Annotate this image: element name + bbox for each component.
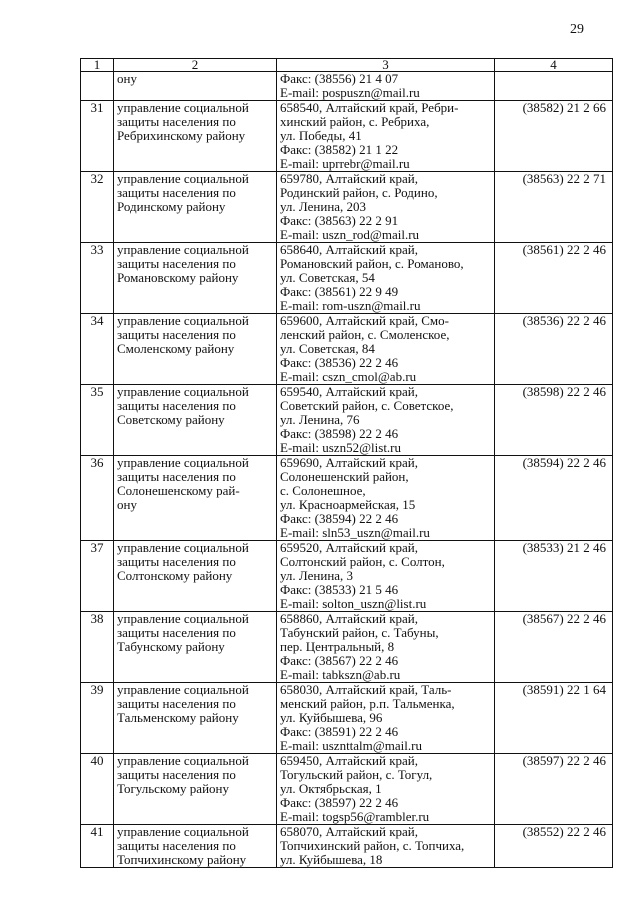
agency-name-line: защиты населения по — [117, 256, 236, 271]
row-number: 31 — [81, 101, 114, 172]
agency-address — [277, 825, 495, 868]
address-line: E-mail: uszn52@list.ru — [280, 440, 402, 455]
agency-phone: (38582) 21 2 66 — [495, 101, 613, 172]
agency-name-line: защиты населения по — [117, 696, 236, 711]
agency-phone: (38533) 21 2 46 — [495, 541, 613, 612]
agency-name-line: защиты населения по — [117, 469, 236, 484]
address-line: Топчихинский район, с. Топчиха, — [280, 838, 465, 853]
table-row — [81, 683, 613, 754]
table-row — [81, 72, 613, 101]
agency-name-line: Тальменскому району — [117, 710, 239, 725]
agency-name-line: управление социальной — [117, 242, 249, 257]
agency-name — [114, 101, 277, 172]
agency-name — [114, 754, 277, 825]
agency-name-line: Тогульскому району — [117, 781, 229, 796]
agency-phone — [495, 72, 613, 101]
agency-name-line: защиты населения по — [117, 114, 236, 129]
column-header: 2 — [114, 59, 277, 72]
agency-address — [277, 72, 495, 101]
agency-name — [114, 541, 277, 612]
table-row — [81, 541, 613, 612]
row-number: 32 — [81, 172, 114, 243]
address-line: 659780, Алтайский край, — [280, 171, 418, 186]
address-line: ул. Советская, 84 — [280, 341, 375, 356]
agency-name — [114, 456, 277, 541]
address-line: 658860, Алтайский край, — [280, 611, 418, 626]
address-line: 658640, Алтайский край, — [280, 242, 418, 257]
address-line: E-mail: cszn_cmol@ab.ru — [280, 369, 417, 384]
agency-address — [277, 385, 495, 456]
address-line: ул. Октябрьская, 1 — [280, 781, 382, 796]
agency-name-line: управление социальной — [117, 313, 249, 328]
agency-name-line: Солонешенскому рай- — [117, 483, 240, 498]
agency-phone: (38598) 22 2 46 — [495, 385, 613, 456]
agency-address — [277, 612, 495, 683]
address-line: пер. Центральный, 8 — [280, 639, 395, 654]
agency-phone: (38597) 22 2 46 — [495, 754, 613, 825]
agency-phone: (38563) 22 2 71 — [495, 172, 613, 243]
agency-name — [114, 72, 277, 101]
address-line: E-mail: uszn_rod@mail.ru — [280, 227, 420, 242]
address-line: Табунский район, с. Табуны, — [280, 625, 439, 640]
table-row — [81, 314, 613, 385]
row-number: 36 — [81, 456, 114, 541]
agency-name-line: управление социальной — [117, 824, 249, 839]
address-line: Факс: (38556) 21 4 07 — [280, 71, 399, 86]
address-line: E-mail: tabkszn@ab.ru — [280, 667, 401, 682]
agency-address — [277, 243, 495, 314]
table-row — [81, 612, 613, 683]
address-line: 659540, Алтайский край, — [280, 384, 418, 399]
address-line: ул. Ленина, 203 — [280, 199, 367, 214]
address-line: ул. Ленина, 3 — [280, 568, 354, 583]
address-line: ул. Красноармейская, 15 — [280, 497, 416, 512]
row-number: 33 — [81, 243, 114, 314]
agency-address — [277, 683, 495, 754]
address-line: Тогульский район, с. Тогул, — [280, 767, 433, 782]
agency-phone: (38594) 22 2 46 — [495, 456, 613, 541]
agency-name-line: Романовскому району — [117, 270, 239, 285]
row-number: 34 — [81, 314, 114, 385]
address-line: Факс: (38561) 22 9 49 — [280, 284, 399, 299]
address-line: менский район, р.п. Тальменка, — [280, 696, 455, 711]
address-line: E-mail: usznttalm@mail.ru — [280, 738, 422, 753]
agency-name-line: защиты населения по — [117, 625, 236, 640]
address-line: ул. Советская, 54 — [280, 270, 375, 285]
address-line: Факс: (38591) 22 2 46 — [280, 724, 399, 739]
table-header-row — [81, 59, 613, 72]
agency-name-line: управление социальной — [117, 611, 249, 626]
agency-name-line: защиты населения по — [117, 327, 236, 342]
table-row — [81, 456, 613, 541]
address-line: ул. Куйбышева, 18 — [280, 852, 383, 867]
address-line: E-mail: sln53_uszn@mail.ru — [280, 525, 430, 540]
row-number: 37 — [81, 541, 114, 612]
address-line: ул. Куйбышева, 96 — [280, 710, 383, 725]
agency-name-line: Топчихинскому району — [117, 852, 247, 867]
agency-address — [277, 101, 495, 172]
address-line: E-mail: uprrebr@mail.ru — [280, 156, 410, 171]
address-line: 659520, Алтайский край, — [280, 540, 418, 555]
agency-name-line: защиты населения по — [117, 767, 236, 782]
agency-address — [277, 172, 495, 243]
address-line: Факс: (38563) 22 2 91 — [280, 213, 399, 228]
address-line: E-mail: togsp56@rambler.ru — [280, 809, 430, 824]
address-line: 659690, Алтайский край, — [280, 455, 418, 470]
agency-name-line: ону — [117, 71, 137, 86]
agency-name-line: управление социальной — [117, 540, 249, 555]
agency-name-line: Ребрихинскому району — [117, 128, 246, 143]
address-line: хинский район, с. Ребриха, — [280, 114, 430, 129]
address-line: ул. Победы, 41 — [280, 128, 362, 143]
table-row — [81, 172, 613, 243]
address-line: Факс: (38598) 22 2 46 — [280, 426, 399, 441]
table-row — [81, 385, 613, 456]
agency-name-line: Табунскому району — [117, 639, 225, 654]
agency-phone: (38561) 22 2 46 — [495, 243, 613, 314]
row-number: 40 — [81, 754, 114, 825]
agency-name-line: Родинскому району — [117, 199, 226, 214]
agency-name-line: ону — [117, 497, 137, 512]
social-protection-offices-table — [80, 58, 613, 868]
table-row — [81, 754, 613, 825]
address-line: E-mail: pospuszn@mail.ru — [280, 85, 420, 100]
agency-phone: (38552) 22 2 46 — [495, 825, 613, 868]
address-line: Факс: (38597) 22 2 46 — [280, 795, 399, 810]
agency-name — [114, 172, 277, 243]
address-line: с. Солонешное, — [280, 483, 366, 498]
row-number — [81, 72, 114, 101]
address-line: Солтонский район, с. Солтон, — [280, 554, 445, 569]
address-line: Факс: (38582) 21 1 22 — [280, 142, 399, 157]
address-line: Факс: (38533) 21 5 46 — [280, 582, 399, 597]
agency-name-line: защиты населения по — [117, 554, 236, 569]
address-line: 658030, Алтайский край, Таль- — [280, 682, 452, 697]
agency-name-line: управление социальной — [117, 100, 249, 115]
row-number: 38 — [81, 612, 114, 683]
agency-name — [114, 825, 277, 868]
table-row — [81, 243, 613, 314]
row-number: 41 — [81, 825, 114, 868]
address-line: 659600, Алтайский край, Смо- — [280, 313, 449, 328]
row-number: 35 — [81, 385, 114, 456]
address-line: Солонешенский район, — [280, 469, 409, 484]
agency-name-line: защиты населения по — [117, 838, 236, 853]
column-header: 3 — [277, 59, 495, 72]
agency-name-line: управление социальной — [117, 682, 249, 697]
agency-name — [114, 314, 277, 385]
row-number: 39 — [81, 683, 114, 754]
agency-address — [277, 314, 495, 385]
agency-phone: (38567) 22 2 46 — [495, 612, 613, 683]
address-line: E-mail: rom-uszn@mail.ru — [280, 298, 421, 313]
agency-name-line: управление социальной — [117, 384, 249, 399]
agency-name — [114, 385, 277, 456]
address-line: Факс: (38594) 22 2 46 — [280, 511, 399, 526]
address-line: 658540, Алтайский край, Ребри- — [280, 100, 459, 115]
page-number: 29 — [570, 22, 584, 37]
agency-phone: (38536) 22 2 46 — [495, 314, 613, 385]
agency-phone: (38591) 22 1 64 — [495, 683, 613, 754]
agency-name-line: Солтонскому району — [117, 568, 233, 583]
address-line: Родинский район, с. Родино, — [280, 185, 438, 200]
address-line: Факс: (38536) 22 2 46 — [280, 355, 399, 370]
address-line: E-mail: solton_uszn@list.ru — [280, 596, 427, 611]
table-body — [81, 72, 613, 868]
agency-name-line: Советскому району — [117, 412, 225, 427]
agency-name — [114, 612, 277, 683]
address-line: Романовский район, с. Романово, — [280, 256, 464, 271]
agency-name-line: защиты населения по — [117, 398, 236, 413]
table-row — [81, 825, 613, 868]
agency-address — [277, 541, 495, 612]
table-row — [81, 101, 613, 172]
agency-name-line: защиты населения по — [117, 185, 236, 200]
agency-name-line: управление социальной — [117, 753, 249, 768]
agency-name — [114, 243, 277, 314]
address-line: Факс: (38567) 22 2 46 — [280, 653, 399, 668]
column-header: 1 — [81, 59, 114, 72]
address-line: ленский район, с. Смоленское, — [280, 327, 450, 342]
address-line: 658070, Алтайский край, — [280, 824, 418, 839]
address-line: Советский район, с. Советское, — [280, 398, 454, 413]
agency-name — [114, 683, 277, 754]
address-line: 659450, Алтайский край, — [280, 753, 418, 768]
agency-name-line: управление социальной — [117, 455, 249, 470]
agency-name-line: Смоленскому району — [117, 341, 235, 356]
address-line: ул. Ленина, 76 — [280, 412, 360, 427]
agency-name-line: управление социальной — [117, 171, 249, 186]
agency-address — [277, 456, 495, 541]
column-header: 4 — [495, 59, 613, 72]
agency-address — [277, 754, 495, 825]
